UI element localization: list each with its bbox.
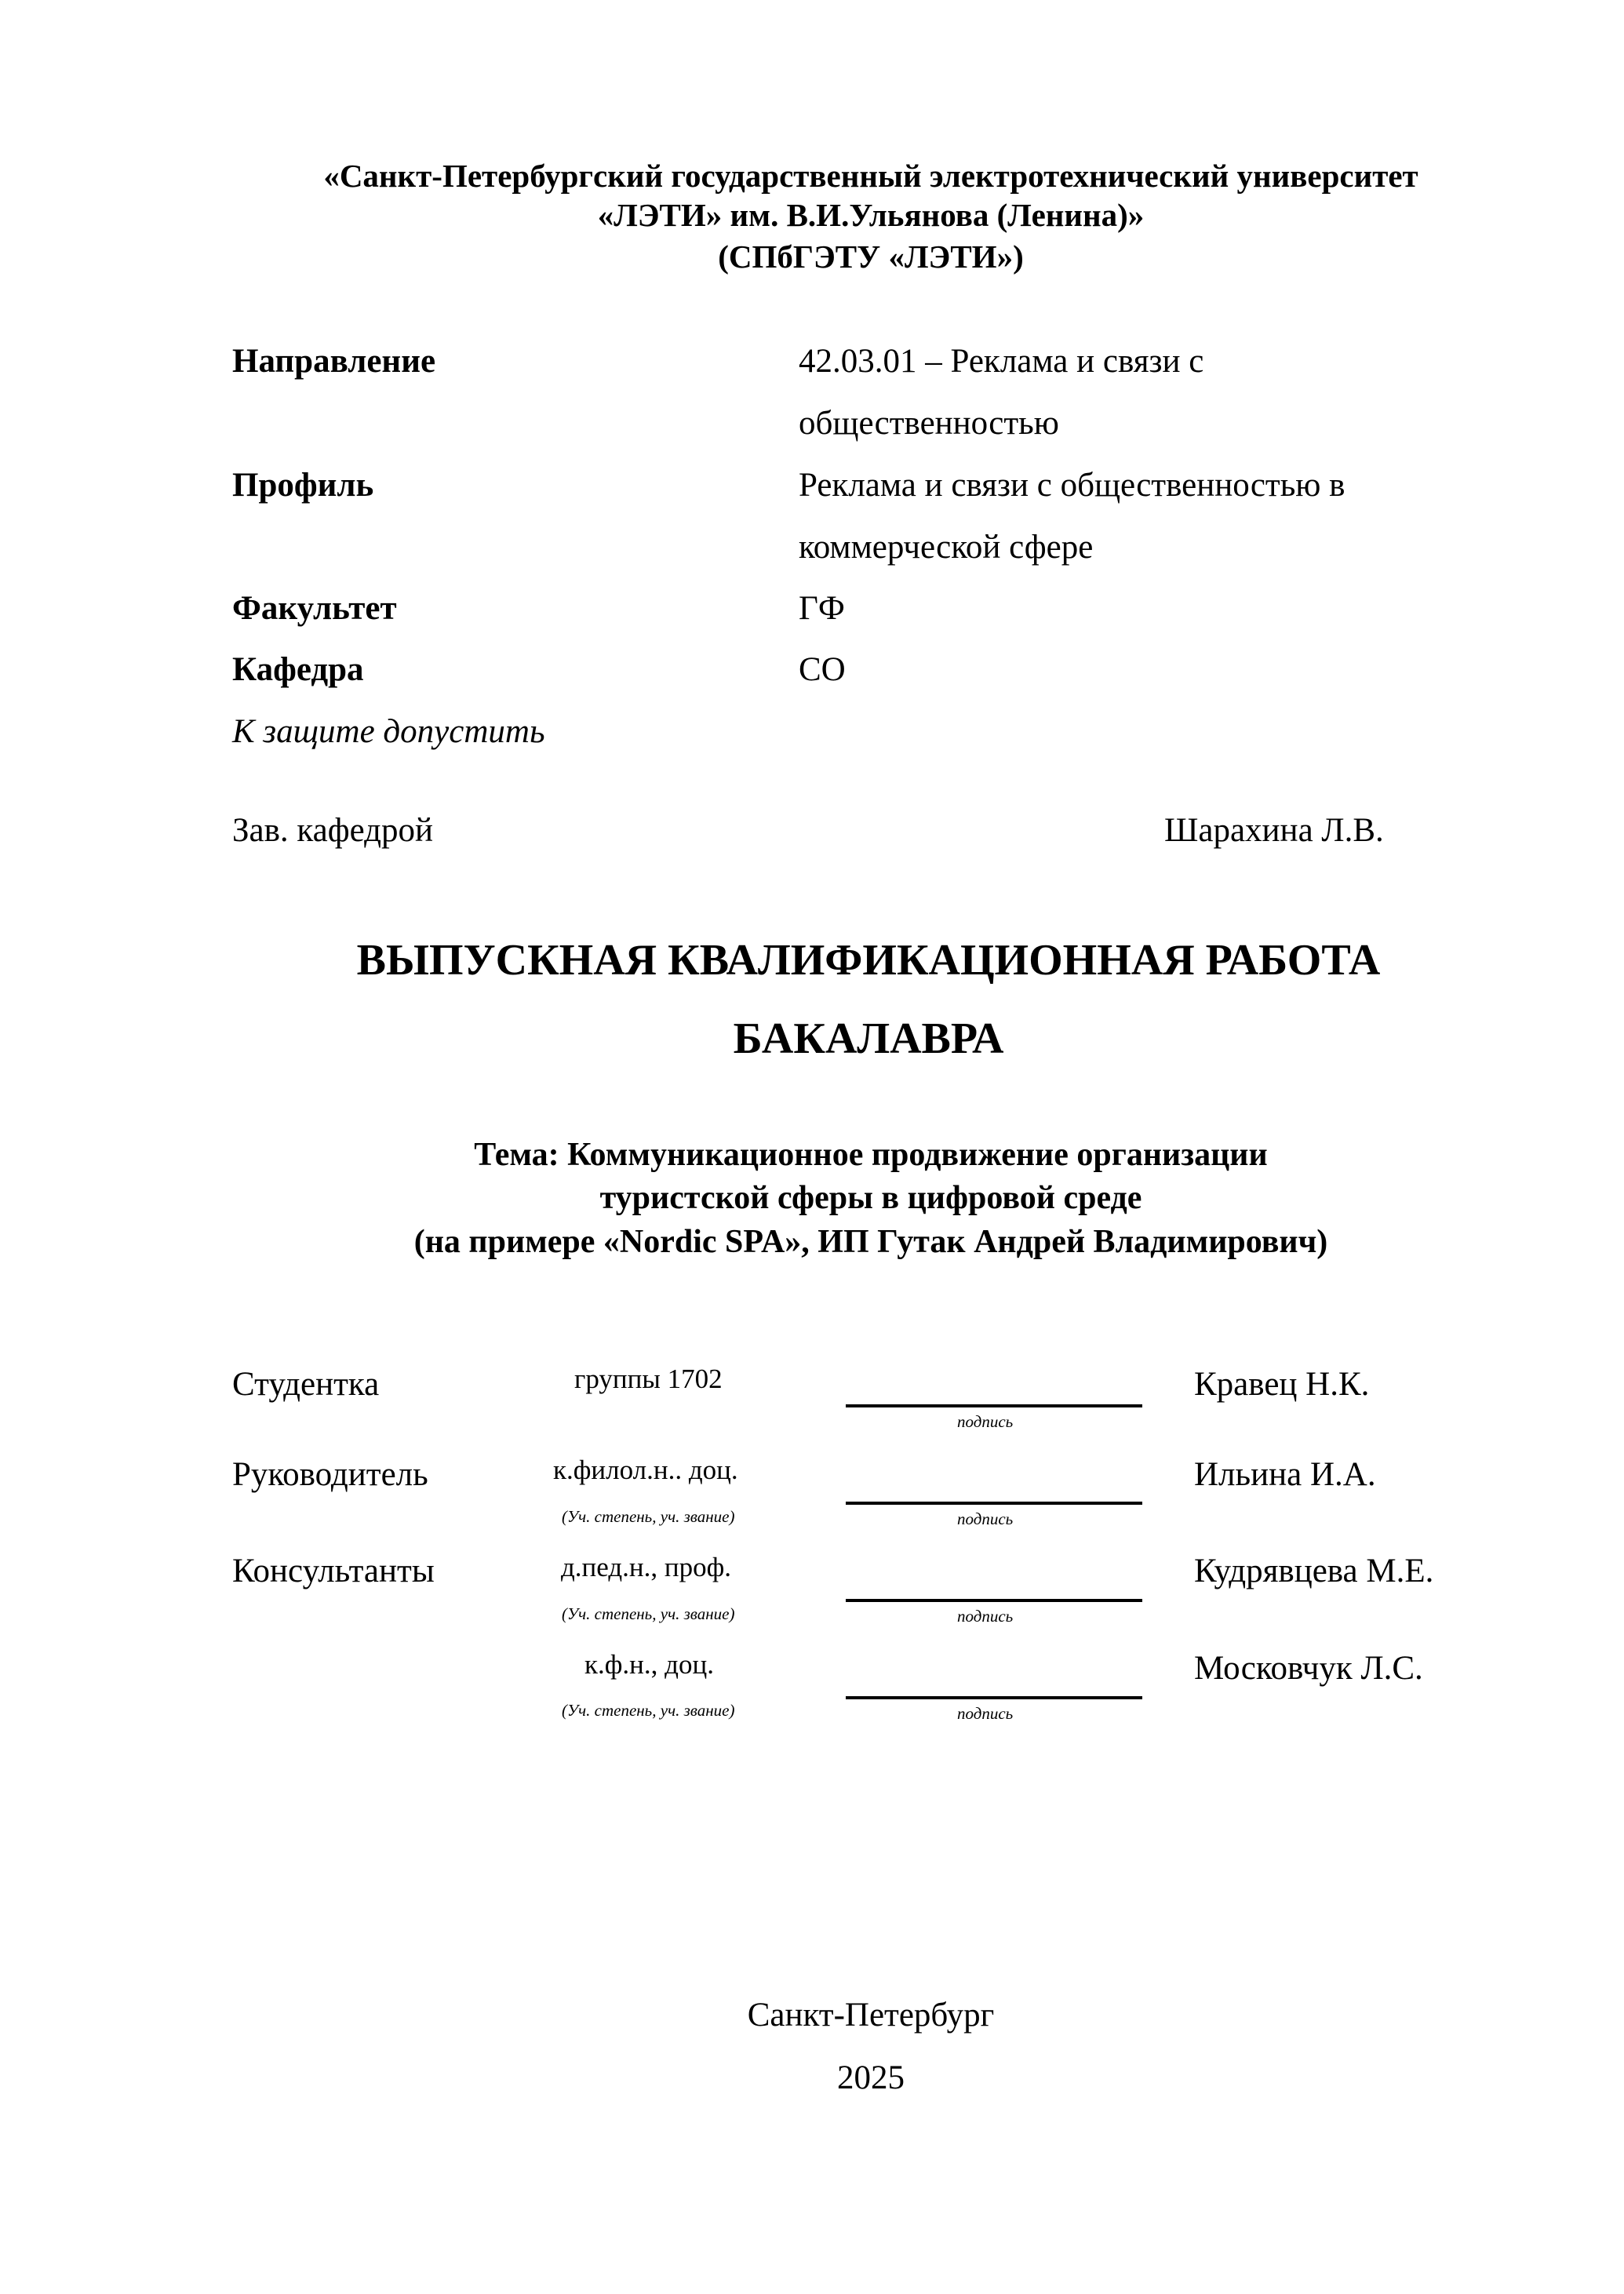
profile-value-line-2: коммерческой сфере xyxy=(799,529,1094,566)
head-of-department-name: Шарахина Л.В. xyxy=(1164,812,1384,849)
signature-line xyxy=(846,1502,1142,1505)
direction-value-line-1: 42.03.01 – Реклама и связи с xyxy=(799,343,1204,380)
signature-detail: к.ф.н., доц. xyxy=(584,1649,714,1680)
faculty-value: ГФ xyxy=(799,590,845,627)
direction-value-line-2: общественностью xyxy=(799,405,1059,442)
admission-text: К защите допустить xyxy=(232,713,545,750)
signature-detail: группы 1702 xyxy=(574,1364,723,1394)
topic-line-3: (на примере «Nordic SPA», ИП Гутак Андрей Владимирович) xyxy=(413,1224,1328,1260)
signature-detail: к.филол.н.. доц. xyxy=(553,1455,738,1485)
signature-detail: д.пед.н., проф. xyxy=(561,1552,732,1582)
university-abbreviation: (СПбГЭТУ «ЛЭТИ») xyxy=(718,239,1024,275)
profile-label: Профиль xyxy=(232,467,374,504)
topic-line-1: Тема: Коммуникационное продвижение организации xyxy=(474,1137,1268,1173)
department-label: Кафедра xyxy=(232,651,364,688)
signature-line xyxy=(846,1696,1142,1699)
profile-value-line-1: Реклама и связи с общественностью в xyxy=(799,467,1345,504)
signature-line xyxy=(846,1404,1142,1407)
university-name-line-2: «ЛЭТИ» им. В.И.Ульянова (Ленина)» xyxy=(597,197,1145,233)
signature-caption: подпись xyxy=(957,1607,1014,1626)
degree-caption: (Уч. степень, уч. звание) xyxy=(562,1507,735,1526)
degree-caption: (Уч. степень, уч. звание) xyxy=(562,1701,735,1720)
signature-caption: подпись xyxy=(957,1509,1014,1528)
signature-name: Кудрявцева М.Е. xyxy=(1194,1553,1434,1589)
head-of-department-label: Зав. кафедрой xyxy=(232,812,434,849)
signature-name: Ильина И.А. xyxy=(1194,1456,1376,1493)
university-name-line-1: «Санкт-Петербургский государственный электротехнический университет xyxy=(323,158,1418,194)
city: Санкт-Петербург xyxy=(747,1997,995,2034)
signature-caption: подпись xyxy=(957,1704,1014,1723)
department-value: СО xyxy=(799,651,846,688)
topic-line-2: туристской сферы в цифровой среде xyxy=(599,1180,1142,1216)
signature-name: Московчук Л.С. xyxy=(1194,1650,1423,1687)
direction-label: Направление xyxy=(232,343,436,380)
signature-role: Студентка xyxy=(232,1366,380,1403)
signature-role: Консультанты xyxy=(232,1553,435,1589)
document-title-line-1: ВЫПУСКНАЯ КВАЛИФИКАЦИОННАЯ РАБОТА xyxy=(356,936,1381,985)
signature-role: Руководитель xyxy=(232,1456,428,1493)
document-title-line-2: БАКАЛАВРА xyxy=(733,1014,1004,1063)
faculty-label: Факультет xyxy=(232,590,397,627)
signature-line xyxy=(846,1599,1142,1602)
year: 2025 xyxy=(837,2059,905,2096)
signature-caption: подпись xyxy=(957,1412,1014,1431)
signature-name: Кравец Н.К. xyxy=(1194,1366,1370,1403)
degree-caption: (Уч. степень, уч. звание) xyxy=(562,1604,735,1623)
